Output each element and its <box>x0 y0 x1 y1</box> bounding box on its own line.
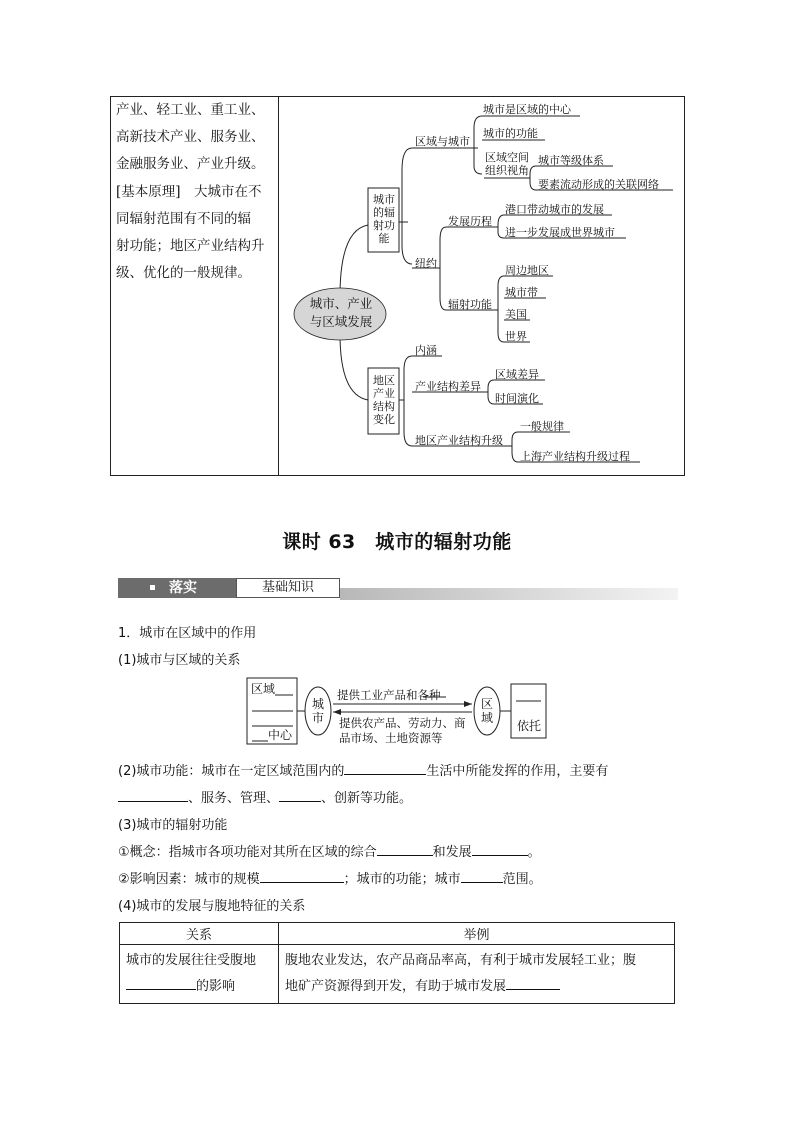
center-line: 城市、产业 <box>309 296 373 311</box>
text: ；城市的功能；城市 <box>343 872 461 887</box>
principle-label: [基本原理] <box>116 183 181 200</box>
node: 时间演化 <box>495 392 539 405</box>
node: 城市等级体系 <box>538 154 604 167</box>
node: 区域差异 <box>495 368 539 381</box>
fill-blank[interactable] <box>472 843 528 856</box>
node-line: 组织视角 <box>485 164 529 177</box>
node-history: 发展历程 <box>448 215 492 228</box>
node-line: 区域空间 <box>485 151 529 164</box>
subheading: (4)城市的发展与腹地特征的关系 <box>118 899 306 914</box>
arrow-top-label: 提供工业产品和各种 <box>337 688 441 702</box>
text: ①概念：指城市各项功能对其所在区域的综合 <box>118 845 377 860</box>
diagram-rely: 依托 <box>517 719 542 733</box>
table-header: 举例 <box>279 923 675 945</box>
fill-blank[interactable] <box>260 870 344 883</box>
node-radiate: 辐射功能 <box>448 298 492 311</box>
fill-blank[interactable] <box>461 870 503 883</box>
node: 产业结构差异 <box>415 380 481 393</box>
city-function-line1 <box>118 760 608 779</box>
node-region-city: 区域与城市 <box>415 135 470 148</box>
node: 周边地区 <box>505 264 549 277</box>
node: 内涵 <box>415 344 437 357</box>
region-char: 区 <box>481 697 494 711</box>
text: 城市的发展往往受腹地 <box>126 953 257 968</box>
arrow-bottom-label <box>339 716 466 746</box>
branch-line: 变化 <box>373 413 395 426</box>
node: 美国 <box>505 308 527 321</box>
text-line: 大城市在不 <box>194 183 262 200</box>
factor-line <box>118 868 542 887</box>
subheading: (1)城市与区域的关系 <box>118 653 241 668</box>
node: 港口带动城市的发展 <box>505 203 604 216</box>
diagram-city <box>312 697 324 725</box>
fill-blank[interactable] <box>279 789 321 802</box>
city-char: 城 <box>312 697 325 711</box>
branch-line: 产业 <box>373 387 395 400</box>
text: 地矿产资源得到开发，有助于城市发展 <box>285 979 507 994</box>
text: 的影响 <box>196 979 236 994</box>
city-function-line2 <box>118 787 412 806</box>
text: 和发展 <box>432 845 472 860</box>
text: 腹地农业发达，农产品商品率高，有利于城市发展轻工业；腹 <box>285 953 637 968</box>
hinterland-table <box>119 922 675 1004</box>
branch-line: 结构 <box>373 400 395 413</box>
city-char: 市 <box>312 711 325 725</box>
node: 一般规律 <box>520 420 564 433</box>
node: 世界 <box>505 330 527 343</box>
text: 生活中所能发挥的作用，主要有 <box>426 764 609 779</box>
node: 上海产业结构升级过程 <box>520 450 630 463</box>
section-label: 基础知识 <box>236 578 340 598</box>
fill-blank[interactable] <box>344 762 426 775</box>
text-line: 高新技术产业、服务业、 <box>116 129 265 146</box>
node: 进一步发展成世界城市 <box>505 226 615 239</box>
text-line: 产业、轻工业、重工业、 <box>116 102 265 118</box>
diagram-region-word: 区域 <box>251 682 276 696</box>
node: 城市是区域的中心 <box>483 103 571 116</box>
subheading: (3)城市的辐射功能 <box>118 818 228 833</box>
text: 、服务、管理、 <box>188 791 280 806</box>
node: 要素流动形成的关联网络 <box>538 178 659 191</box>
text-line: 级、优化的一般规律。 <box>116 265 251 282</box>
table-cell <box>279 945 675 1004</box>
node: 城市的功能 <box>483 127 538 140</box>
lesson-title: 课时 63 城市的辐射功能 <box>282 531 512 553</box>
arrow-bottom-line: 提供农产品、劳动力、商 <box>339 716 466 730</box>
text: (2)城市功能：城市在一定区域范围内的 <box>118 764 345 779</box>
node: 城市带 <box>505 286 538 299</box>
table-header: 关系 <box>120 923 279 945</box>
node-newyork: 纽约 <box>415 257 437 270</box>
diagram-center-word: 中心 <box>268 728 293 742</box>
fill-blank[interactable] <box>506 977 560 990</box>
section-heading: 1．城市在区域中的作用 <box>118 626 257 641</box>
fill-blank[interactable] <box>377 843 433 856</box>
branch-line: 能 <box>378 232 390 245</box>
node: 地区产业结构升级 <box>415 434 503 447</box>
table-header-row <box>120 923 675 945</box>
branch-line: 射功 <box>373 219 395 232</box>
diagram-region2 <box>481 697 493 725</box>
branch-line: 的辐 <box>373 206 395 219</box>
text: 范围。 <box>502 872 542 887</box>
arrow-bottom-line: 品市场、土地资源等 <box>339 731 443 745</box>
text: 。 <box>527 845 541 860</box>
text-line: 同辐射范围有不同的辐 <box>116 210 251 227</box>
branch-line: 地区 <box>373 374 395 387</box>
fill-blank[interactable] <box>118 789 188 802</box>
text: 、创新等功能。 <box>321 791 413 806</box>
text: ②影响因素：城市的规模 <box>118 872 260 887</box>
text-line: 射功能；地区产业结构升 <box>116 238 265 255</box>
text-line: 金融服务业、产业升级。 <box>116 156 265 173</box>
branch-line: 城市 <box>373 193 395 206</box>
center-line: 与区域发展 <box>309 314 373 329</box>
fill-blank[interactable] <box>126 977 196 990</box>
table-cell <box>120 945 279 1004</box>
region-char: 域 <box>481 711 494 725</box>
table-row <box>120 945 675 1004</box>
section-tag-label: 落实 <box>169 580 197 596</box>
concept-line <box>118 841 541 860</box>
